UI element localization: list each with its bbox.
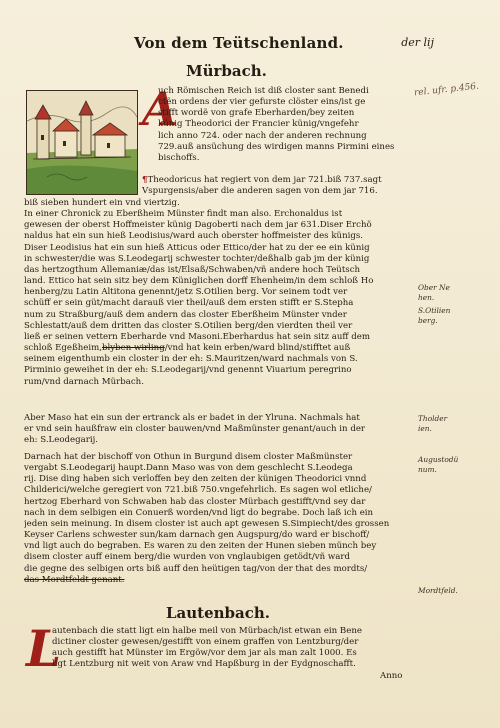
text-line: gewesen der oberst Hoffmeister künig Dagoberti nach dem jar 631.Diser Erchö bbox=[24, 220, 372, 231]
othun-paragraph bbox=[24, 452, 416, 586]
text-line: eh: S.Leodegarij. bbox=[24, 435, 98, 446]
text-line: Pirminio geweihet in der eh: S.Leodegarij/vnd genennt Viuarium peregrino bbox=[24, 365, 352, 376]
margin-note: num. bbox=[418, 465, 437, 474]
text-line: biß sieben hundert ein vnd viertzig. bbox=[24, 198, 180, 208]
text-line: ctẽn ordens der vier gefurste clöster eins/ist ge bbox=[158, 97, 366, 108]
handwritten-note: rel. ufr. p.456. bbox=[413, 81, 480, 99]
text-line: rum/vnd darnach Mürbach. bbox=[24, 376, 144, 387]
margin-notes bbox=[418, 0, 496, 728]
text-line: Vspurgensis/aber die anderen sagen von dem jar 716. bbox=[142, 186, 378, 197]
murbach-intro-text bbox=[158, 86, 416, 164]
decorated-initial-l: L bbox=[26, 619, 62, 678]
decorated-initial-a: A bbox=[142, 82, 178, 136]
text-line: vergabt S.Leodegarij haupt.Dann Maso was von dem geschlecht S.Leodega bbox=[24, 463, 353, 474]
struck-text: blyben wirling bbox=[102, 343, 165, 354]
margin-note: ien. bbox=[418, 424, 432, 433]
margin-note: berg. bbox=[418, 316, 438, 325]
text-line: Keyser Carlens schwester sun/kam darnach gen Augspurg/do ward er bischoff/ bbox=[24, 530, 370, 541]
catchword: Anno bbox=[380, 671, 403, 681]
text-line: das hertzogthum Allemaniæ/das ist/Elsaß/Schwaben/vñ andere hoch Teütsch bbox=[24, 264, 361, 275]
margin-note: S.Otilien bbox=[418, 306, 451, 315]
text-line: schloß Egeßheim,blyben wirling/vnd hat kein erben/ward blind/stifftet auß bbox=[24, 343, 351, 354]
text-line: seinem eigenthumb ein closter in der eh: S.Mauritzen/ward nachmals von S. bbox=[24, 354, 358, 365]
text-line: Childerici/welche geregiert von 721.biß 750.vngefehrlich. Es sagen wol etliche/ bbox=[24, 485, 372, 496]
text-line: er vnd sein haußfraw ein closter bauwen/vnd Maßmünster genant/auch in der bbox=[24, 424, 366, 435]
text-line: lich anno 724. oder nach der anderen rechnung bbox=[158, 130, 367, 141]
text-line: disem closter auff einem berg/die wurden von vnglaubigen getödt/vñ ward bbox=[24, 552, 350, 563]
text-line: 729.auß ansüchung des wirdigen manns Pirmini eines bbox=[158, 141, 395, 152]
maso-paragraph bbox=[24, 413, 416, 446]
text-line: bischoffs. bbox=[158, 152, 200, 163]
text-line: nach in dem selbigen ein Conuerß worden/vnd ligt do begrabe. Doch laß ich ein bbox=[24, 507, 374, 518]
text-line: ¶Theodoricus hat regiert von dem jar 721.biß 737.sagt bbox=[142, 175, 382, 185]
text-line: rij. Dise ding haben sich verloffen bey den zeiten der künigen Theodorici vnnd bbox=[24, 474, 367, 485]
text-line: Darnach hat der bischoff von Othun in Burgund disem closter Maßmünster bbox=[24, 452, 353, 462]
lautenbach-text bbox=[52, 626, 416, 671]
text-line: stifft wordẽ von grafe Eberharden/bey zeiten bbox=[158, 108, 355, 119]
text-line: jeden sein meinung. In disem closter ist auch apt gewesen S.Simpiecht/des grossen bbox=[24, 518, 390, 529]
text-line: land. Ettico hat sein sitz bey dem Küniglichen dorff Ehenheim/in dem schloß Ho bbox=[24, 276, 374, 287]
text-line: ligt Lentzburg nit weit von Araw vnd Hapßburg in der Eydgnoschafft. bbox=[52, 659, 356, 670]
text-line: auch gestifft hat Münster im Ergöw/vor dem jar als man zalt 1000. Es bbox=[52, 648, 357, 659]
section-heading-murbach: Mürbach. bbox=[186, 62, 267, 80]
section-heading-lautenbach: Lautenbach. bbox=[166, 604, 271, 622]
woodcut-illustration bbox=[26, 90, 138, 195]
text-line: künig Theodorici der Francier künig/vngefehr bbox=[158, 119, 359, 130]
text-line: schüff er sein güt/macht darauß vier theil/auß dem ersten stifft er S.Stepha bbox=[24, 298, 354, 309]
text-line: Schlestatt/auß dem dritten das closter S.Otilien berg/den vierdten theil ver bbox=[24, 320, 353, 331]
text-line: In einer Chronick zu Eberßheim Münster findt man also. Erchonaldus ist bbox=[24, 209, 343, 220]
text-line: die gegne des selbigen orts biß auff den heütigen tag/von der that des mordts/ bbox=[24, 563, 368, 574]
text-line: Diser Leodisius hat ein sun hieß Atticus oder Ettico/der hat zu der ee ein künig bbox=[24, 242, 370, 253]
margin-note: hen. bbox=[418, 293, 435, 302]
margin-note: Tholder bbox=[418, 414, 448, 423]
running-header bbox=[134, 34, 434, 54]
text-line: num zu Straßburg/auß dem andern das closter Eberßheim Münster vnder bbox=[24, 309, 347, 320]
margin-note: Mordtfeld. bbox=[418, 586, 458, 595]
text-line: vnd ligt auch do begraben. Es waren zu den zeiten der Hunen sieben münch bey bbox=[24, 541, 377, 552]
page-title: Von dem Teütschenland. bbox=[134, 34, 344, 52]
text-line: autenbach die statt ligt ein halbe meil von Mürbach/ist etwan ein Bene bbox=[52, 626, 362, 636]
text-line: ließ er seinen vettern Eberharde vnd Masoni.Eberhardus hat sein sitz auff dem bbox=[24, 331, 370, 342]
text-line: hertzog Eberhard von Schwaben hab das closter Mürbach gestifft/vnd sey dar bbox=[24, 496, 366, 507]
text-line: das Mordtfeldt genant. bbox=[24, 574, 125, 585]
murbach-body-text bbox=[24, 198, 416, 388]
theodoricus-text bbox=[142, 175, 416, 197]
margin-note: Ober Ne bbox=[418, 283, 450, 292]
text-line: dictiner closter gewesen/gestifft von einem graffen von Lentzburg/der bbox=[52, 637, 359, 648]
text-line: uch Römischen Reich ist diß closter sant Benedi bbox=[158, 86, 369, 96]
text-line: naldus hat ein sun hieß Leodisius/ward auch oberster hoffmeister des künigs. bbox=[24, 231, 363, 242]
text-line: henberg/zu Latin Altitona genennt/jetz S.Otilien berg. Vor seinem todt ver bbox=[24, 287, 348, 298]
text-line: Aber Maso hat ein sun der ertranck als er badet in der Ylruna. Nachmals hat bbox=[24, 413, 360, 423]
folio-number: der lij bbox=[401, 36, 434, 49]
text-line: in schwester/die was S.Leodegarij schwester tochter/deßhalb gab jm der künig bbox=[24, 253, 370, 264]
margin-note: Augustodü bbox=[418, 455, 459, 464]
